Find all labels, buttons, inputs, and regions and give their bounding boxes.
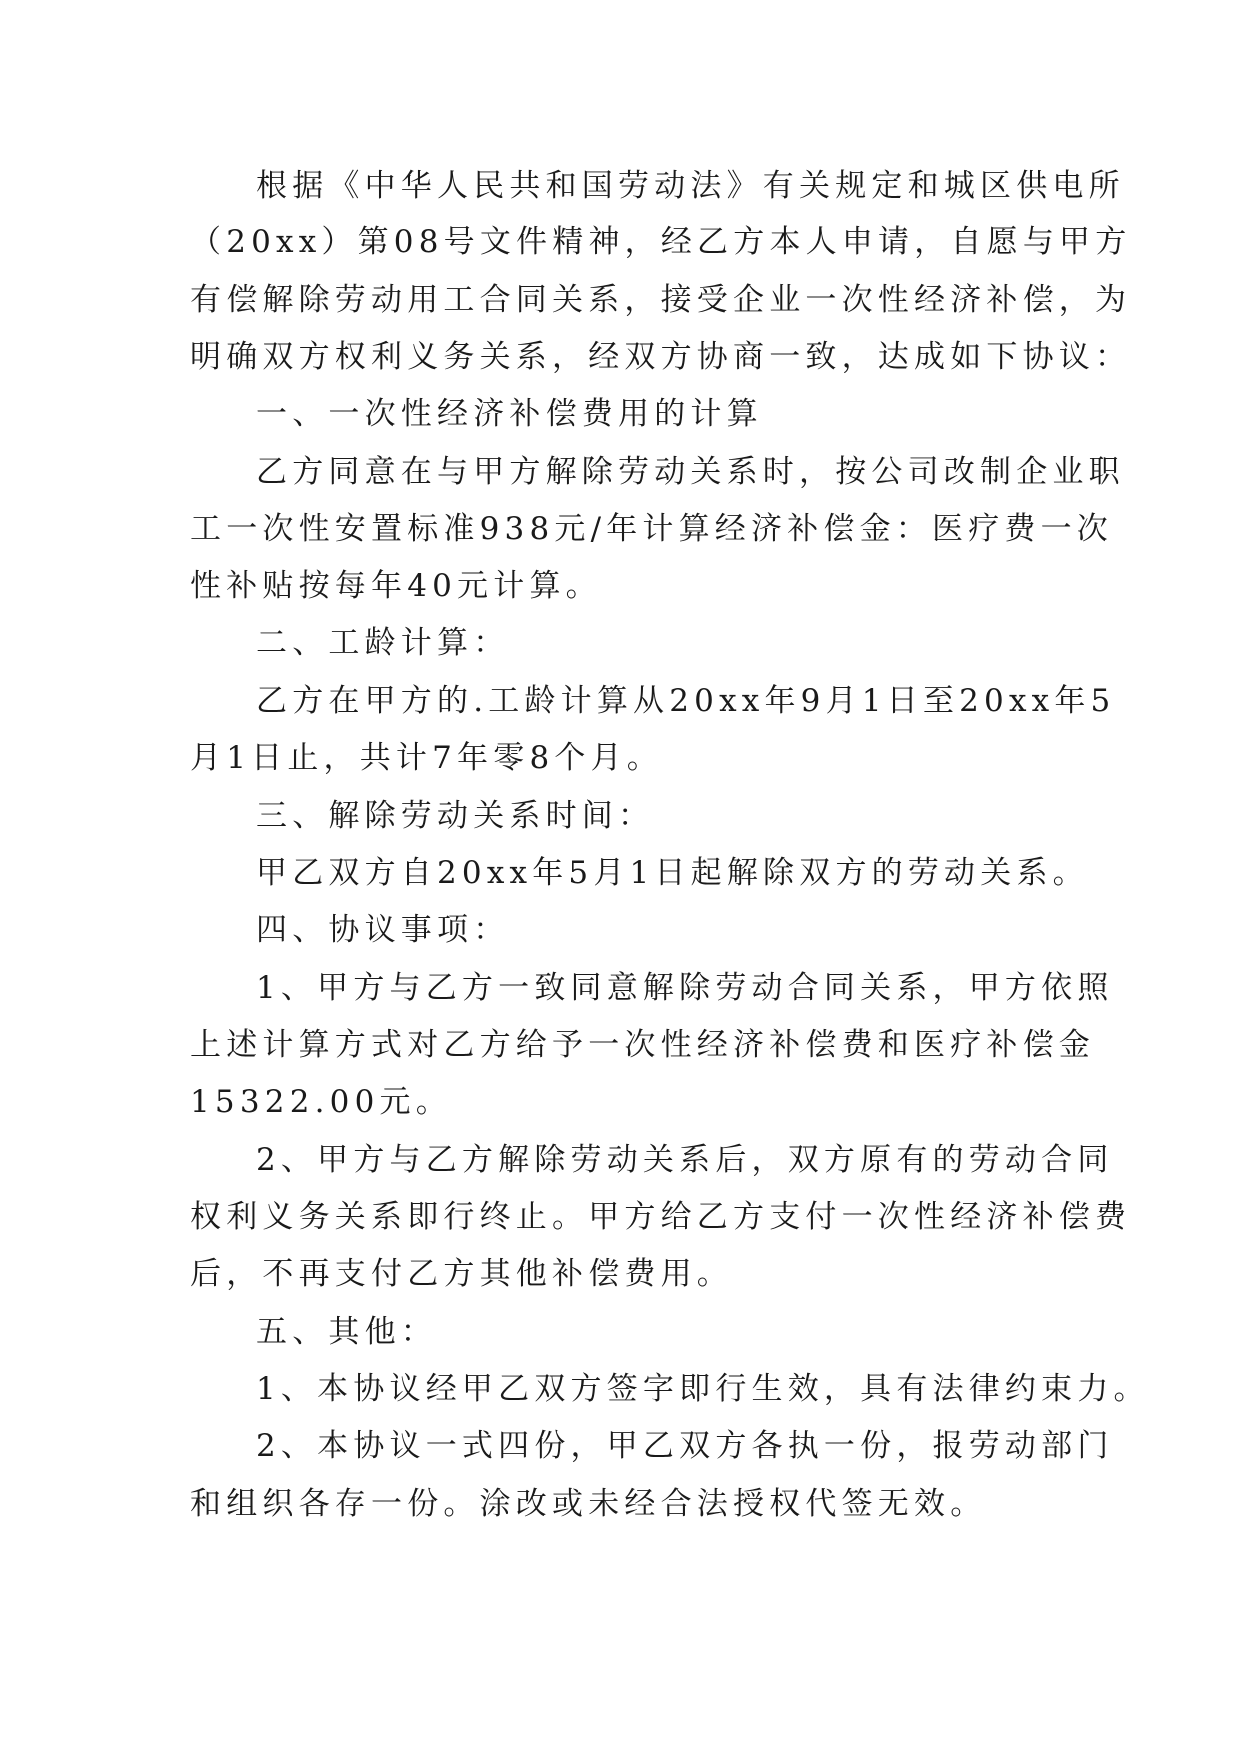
text-line: 1、甲方与乙方一致同意解除劳动合同关系，甲方依照 — [256, 970, 1114, 1006]
text-line: 性补贴按每年40元计算。 — [190, 568, 602, 604]
text-line: 乙方同意在与甲方解除劳动关系时，按公司改制企业职 — [256, 454, 1125, 490]
text-line: 明确双方权利义务关系，经双方协商一致，达成如下协议： — [190, 339, 1132, 375]
text-line: 2、甲方与乙方解除劳动关系后，双方原有的劳动合同 — [256, 1142, 1114, 1178]
text-line: 权利义务关系即行终止。甲方给乙方支付一次性经济补偿费 — [190, 1199, 1132, 1235]
section-heading: 四、协议事项： — [256, 912, 510, 948]
text-line: 工一次性安置标准938元/年计算经济补偿金：医疗费一次 — [190, 511, 1114, 547]
section-heading: 五、其他： — [256, 1314, 437, 1350]
section-heading: 三、解除劳动关系时间： — [256, 798, 655, 834]
text-line: 2、本协议一式四份，甲乙双方各执一份，报劳动部门 — [256, 1428, 1114, 1464]
text-line: 月1日止，共计7年零8个月。 — [190, 740, 663, 776]
text-line: 有偿解除劳动用工合同关系，接受企业一次性经济补偿，为 — [190, 282, 1132, 318]
text-line: （20xx）第08号文件精神，经乙方本人申请，自愿与甲方 — [190, 224, 1132, 260]
text-line: 乙方在甲方的.工龄计算从20xx年9月1日至20xx年5 — [256, 683, 1116, 719]
text-line: 上述计算方式对乙方给予一次性经济补偿费和医疗补偿金 — [190, 1027, 1095, 1063]
text-line: 和组织各存一份。涂改或未经合法授权代签无效。 — [190, 1486, 987, 1522]
text-line: 根据《中华人民共和国劳动法》有关规定和城区供电所 — [256, 168, 1125, 204]
text-line: 甲乙双方自20xx年5月1日起解除双方的劳动关系。 — [256, 855, 1089, 891]
text-line: 1、本协议经甲乙双方签字即行生效，具有法律约束力。 — [256, 1371, 1150, 1407]
section-heading: 二、工龄计算： — [256, 625, 510, 661]
text-line: 后，不再支付乙方其他补偿费用。 — [190, 1256, 733, 1292]
section-heading: 一、一次性经济补偿费用的计算 — [256, 396, 763, 432]
text-line: 15322.00元。 — [190, 1084, 452, 1120]
